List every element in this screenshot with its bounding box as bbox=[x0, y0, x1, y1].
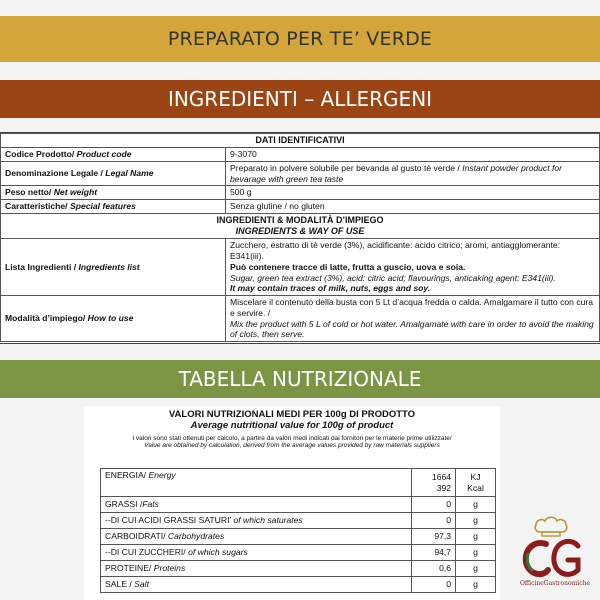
table-row: --DI CUI ZUCCHERI/ of which sugars 94,7 g bbox=[101, 545, 496, 561]
nutrition-header bbox=[84, 406, 500, 449]
identification-table bbox=[0, 133, 600, 342]
table-row: GRASSI /Fats 0 g bbox=[101, 497, 496, 513]
how-to-use-value: Miscelare il contenuto della busta con 5 Lt d’acqua fredda o calda. Amalgamare il tutto con cura e servire. / Mix the product with 5 L of cold or hot water. Amalgamate with care in order to avoid the making of clots, then serve. bbox=[226, 296, 600, 342]
ingredients-heading: INGREDIENTI – ALLERGENI bbox=[167, 87, 433, 111]
weight-value: 500 g bbox=[226, 186, 600, 200]
officine-gastronomiche-logo bbox=[506, 510, 600, 596]
ingredients-section-subheader: INGREDIENTS & WAY OF USE bbox=[235, 226, 365, 237]
nutrition-note-en: Value are obtained by calculation, derived from the average values provided by raw materials suppliers bbox=[144, 442, 440, 449]
nutrition-heading: TABELLA NUTRIZIONALE bbox=[178, 367, 422, 391]
features-value: Senza glutine / no gluten bbox=[226, 200, 600, 214]
legal-name-label: Denominazione Legale / Legal Name bbox=[1, 161, 226, 185]
allergen-warning-en: It may contain traces of milk, nuts, eggs and soy. bbox=[230, 283, 431, 294]
product-title-band bbox=[0, 16, 600, 62]
ingredients-section-header: INGREDIENTI & MODALITÀ D’IMPIEGO INGREDIENTS & WAY OF USE bbox=[1, 213, 600, 239]
allergen-warning-it: Può contenere tracce di latte, frutta a guscio, uova e soia. bbox=[230, 261, 466, 272]
how-to-use-label: Modalità d’impiego/ How to use bbox=[1, 296, 226, 342]
nutrition-title-it: VALORI NUTRIZIONALI MEDI PER 100g DI PRODOTTO bbox=[168, 409, 416, 420]
ingredients-list-value: Zucchero, estratto di tè verde (3%), acidificante: acido citrico; aromi, antiagglomerante: E341(iii). Può contenere tracce di latte, frutta a guscio, uova e soia. Sugar, green tea extract (3%), acid: citric acid; flavourings, anticaking agent: E341(iii). It may contain traces of milk, nuts, eggs and soy. bbox=[226, 239, 600, 296]
legal-name-value: Preparato in polvere solubile per bevanda al gusto tè verde / Instant powder product for bevarage with green tea taste bbox=[226, 161, 600, 185]
features-label: Caratteristiche/ Special features bbox=[1, 200, 226, 214]
chef-hat-og-logo-icon bbox=[506, 510, 600, 582]
ingredients-band bbox=[0, 80, 600, 118]
weight-label: Peso netto/ Net weight bbox=[1, 186, 226, 200]
nutrition-sheet bbox=[84, 406, 500, 600]
logo-wordmark: OfficineGastronomiche bbox=[520, 580, 590, 587]
nutrition-table bbox=[100, 468, 496, 593]
table-row: --DI CUI ACIDI GRASSI SATURI’ of which saturates 0 g bbox=[101, 513, 496, 529]
code-label: Codice Prodotto/ Product code bbox=[1, 148, 226, 162]
table-row: CARBOIDRATI/ Carbohydrates 97,3 g bbox=[101, 529, 496, 545]
code-value: 9-3070 bbox=[226, 148, 600, 162]
table-row: ENERGIA/ Energy 1664 392 KJ Kcal bbox=[101, 469, 496, 497]
identification-sheet bbox=[0, 132, 600, 344]
nutrition-title-en: Average nutritional value for 100g of product bbox=[190, 420, 394, 431]
ident-header: DATI IDENTIFICATIVI bbox=[1, 134, 600, 148]
table-row: PROTEINE/ Proteins 0,6 g bbox=[101, 561, 496, 577]
table-row: SALE / Salt 0 g bbox=[101, 577, 496, 593]
nutrition-band bbox=[0, 360, 600, 398]
ingredients-list-label: Lista Ingredienti / Ingredients list bbox=[1, 239, 226, 296]
product-title: PREPARATO PER TE’ VERDE bbox=[167, 28, 433, 50]
nutrition-note-it: I valori sono stati ottenuti per calcolo, a partire da valori medi indicati dai fornitori per le materie prime utilizzate/ bbox=[132, 435, 452, 442]
